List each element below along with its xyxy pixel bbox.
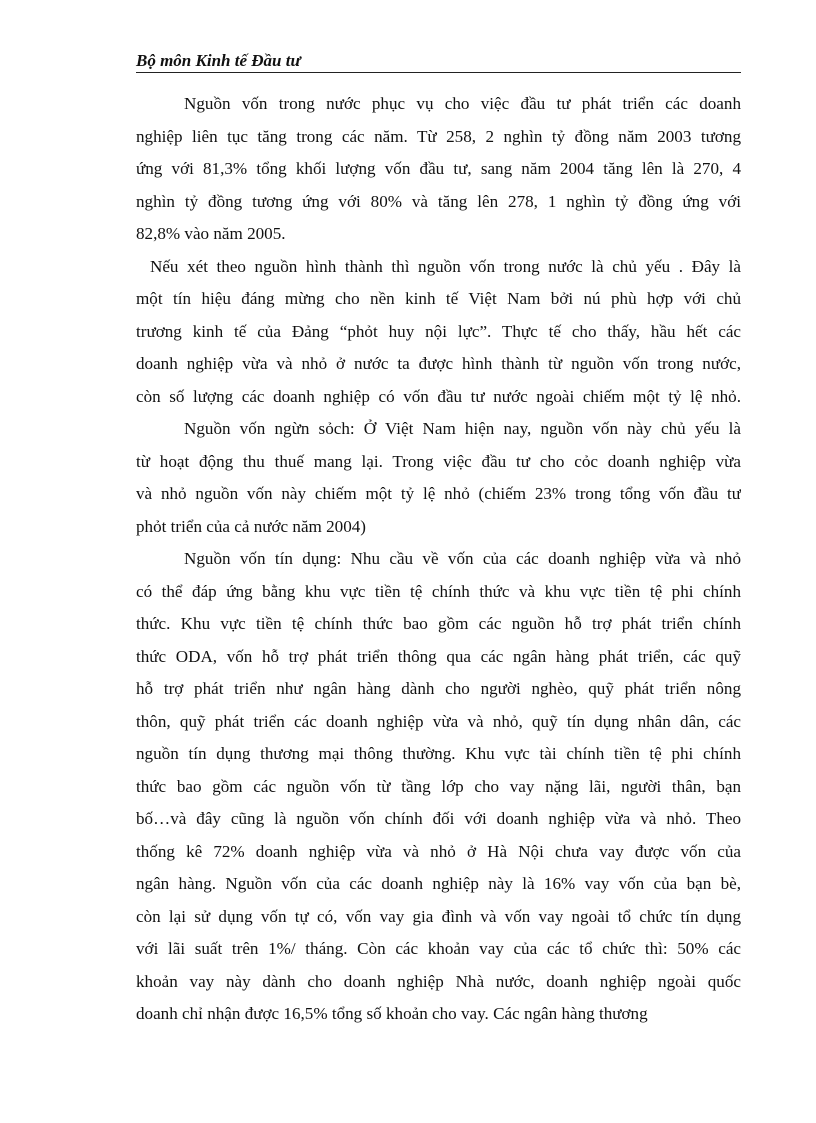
header-title: Bộ môn Kinh tế Đầu tư [136,51,301,70]
text-line: bố…và đây cũng là nguồn vốn chính đối với doanh nghiệp vừa và nhỏ. Theo [136,809,741,828]
text-line: phỏt triển của cả nước năm 2004) [136,516,366,536]
text-line: có thể đáp ứng bằng khu vực tiền tệ chính thức và khu vực tiền tệ phi chính [136,581,741,601]
text-line: từ hoạt động thu thuế mang lại. Trong việc đầu tư cho cỏc doanh nghiệp vừa [136,451,741,471]
text-line: thức. Khu vực tiền tệ chính thức bao gồm các nguồn hỗ trợ phát triển chính [136,614,741,633]
text-line: thức ODA, vốn hỗ trợ phát triển thông qua các ngân hàng phát triển, các quỹ [136,646,741,666]
paragraph-domestic-capital [136,88,741,251]
text-line: và nhỏ nguồn vốn này chiếm một tỷ lệ nhỏ (chiếm 23% trong tổng vốn đầu tư [136,484,741,503]
text-line: nghìn tỷ đồng tương ứng với 80% và tăng lên 278, 1 nghìn tỷ đồng ứng với [136,191,741,211]
text-line: Nếu xét theo nguồn hình thành thì nguồn vốn trong nước là chủ yếu . Đây là [150,256,741,276]
paragraph-source-formation [136,251,741,414]
page-header [136,50,741,73]
text-line: doanh chỉ nhận được 16,5% tổng số khoản cho vay. Các ngân hàng thương [136,1004,648,1023]
text-line: Nguồn vốn trong nước phục vụ cho việc đầu tư phát triển các doanh [184,94,741,113]
text-line: hỗ trợ phát triển như ngân hàng dành cho người nghèo, quỹ phát triển nông [136,679,741,698]
text-line: thức bao gồm các nguồn vốn từ tầng lớp cho vay nặng lãi, người thân, bạn [136,776,741,796]
text-line: Nguồn vốn tín dụng: Nhu cầu về vốn của các doanh nghiệp vừa và nhỏ [184,549,741,568]
text-line: nghiệp liên tục tăng trong các năm. Từ 258, 2 nghìn tỷ đồng năm 2003 tương [136,126,741,146]
text-line: thống kê 72% doanh nghiệp vừa và nhỏ ở Hà Nội chưa vay được vốn của [136,841,741,861]
text-line: với lãi suất trên 1%/ tháng. Còn các khoản vay của các tổ chức thì: 50% các [136,939,741,958]
text-line: trương kinh tế của Đảng “phỏt huy nội lực”. Thực tế cho thấy, hầu hết các [136,321,741,341]
text-line: 82,8% vào năm 2005. [136,224,286,243]
text-line: khoản vay này dành cho doanh nghiệp Nhà nước, doanh nghiệp ngoài quốc [136,971,741,991]
text-line: doanh nghiệp vừa và nhỏ ở nước ta được hình thành từ nguồn vốn trong nước, [136,354,741,373]
paragraph-credit-capital [136,543,741,1031]
text-line: thôn, quỹ phát triển các doanh nghiệp vừa và nhỏ, quỹ tín dụng nhân dân, các [136,711,741,731]
document-body [136,88,741,1031]
text-line: một tín hiệu đáng mừng cho nền kinh tế Việt Nam bởi nú phù hợp với chủ [136,289,741,308]
text-line: ngân hàng. Nguồn vốn của các doanh nghiệp này là 16% vay vốn của bạn bè, [136,874,741,893]
text-line: còn lại sử dụng vốn tự có, vốn vay gia đình và vốn vay ngoài tổ chức tín dụng [136,906,741,926]
text-line: nguồn tín dụng thương mại thông thường. Khu vực tài chính tiền tệ phi chính [136,744,741,763]
paragraph-budget-capital [136,413,741,543]
text-line: ứng với 81,3% tổng khối lượng vốn đầu tư, sang năm 2004 tăng lên là 270, 4 [136,159,741,178]
text-line: còn số lượng các doanh nghiệp có vốn đầu tư nước ngoài chiếm một tỷ lệ nhỏ. [136,386,741,406]
text-line: Nguồn vốn ngừn sỏch: Ở Việt Nam hiện nay, nguồn vốn này chủ yếu là [184,419,741,438]
